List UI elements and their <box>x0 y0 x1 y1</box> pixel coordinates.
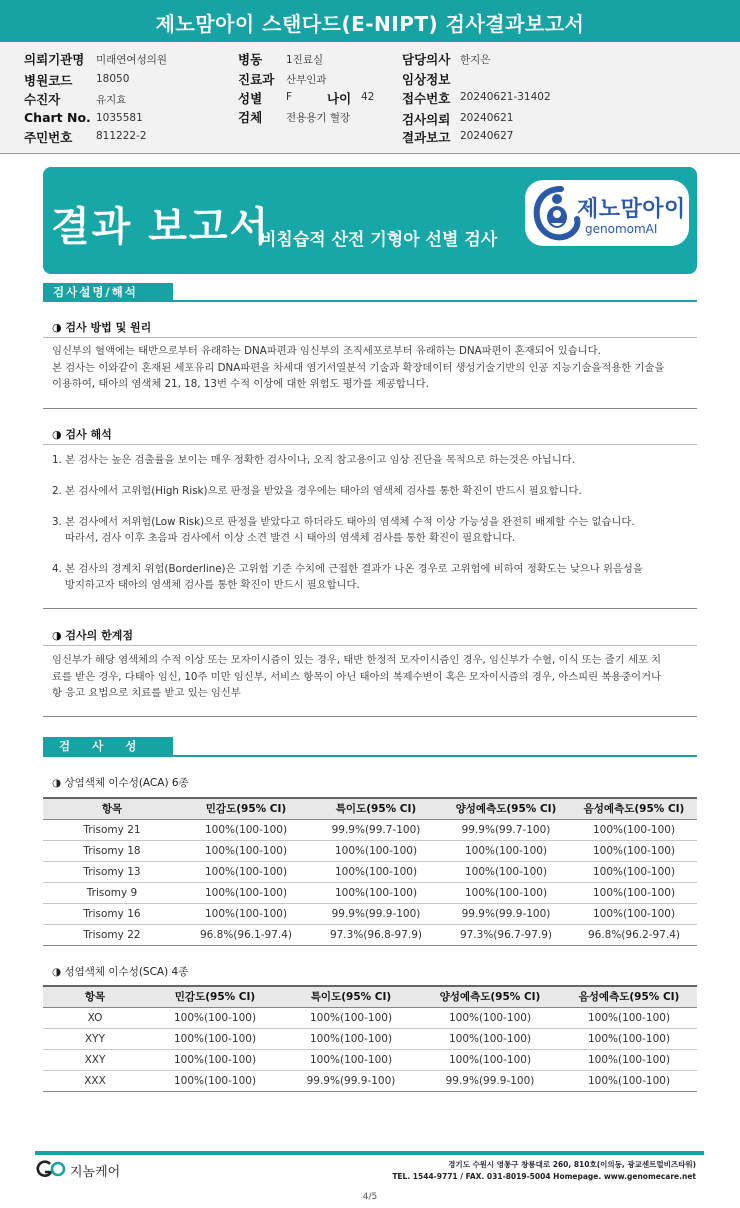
table-header-row <box>43 798 697 819</box>
column-header: 민감도(95% CI) <box>147 986 283 1007</box>
table-cell: 100%(100-100) <box>419 1007 561 1028</box>
table-cell: 100%(100-100) <box>181 861 311 882</box>
method-text <box>52 343 697 393</box>
column-header: 음성예측도(95% CI) <box>561 986 697 1007</box>
table-cell: Trisomy 16 <box>43 903 181 924</box>
method-line: 본 검사는 이와같이 혼재된 세포유리 DNA파편을 차세대 염기서열분석 기술과 확장데이터 생성기술기반의 인공 지능기술을적용한 기술을 <box>52 361 665 374</box>
table-row <box>43 924 697 945</box>
dept-value: 산부인과 <box>286 74 327 86</box>
method-heading: ◑ 검사 방법 및 원리 <box>52 321 152 334</box>
genomom-logo <box>525 180 689 246</box>
column-header: 양성예측도(95% CI) <box>441 798 571 819</box>
request-date-label: 검사의뢰 <box>402 112 451 127</box>
table-cell: 96.8%(96.1-97.4) <box>181 924 311 945</box>
table-row <box>43 1049 697 1070</box>
company-address <box>392 1159 696 1183</box>
company-name: 지놈케어 <box>70 1165 121 1180</box>
divider <box>43 608 697 609</box>
genomecare-mark-icon <box>36 1160 66 1178</box>
institution-value: 미래연여성의원 <box>96 54 168 66</box>
table-row <box>43 903 697 924</box>
ward-value: 1진료실 <box>286 54 324 66</box>
age-label: 나이 <box>327 91 352 106</box>
request-date-value: 20240621 <box>460 112 514 124</box>
table-cell: 100%(100-100) <box>419 1028 561 1049</box>
table-cell: 100%(100-100) <box>571 861 697 882</box>
section-divider <box>43 755 697 757</box>
column-header: 항목 <box>43 798 181 819</box>
chart-no-label: Chart No. <box>24 110 91 125</box>
interpretation-line: 2. 본 검사에서 고위험(High Risk)으로 판정을 받았을 경우에는 태아의 염색체 검사를 통한 확진이 반드시 필요합니다. <box>52 485 582 497</box>
table-cell: XXX <box>43 1070 147 1091</box>
method-line: 임신부의 혈액에는 태반으로부터 유래하는 DNA파편과 임신부의 조직세포로부터 유래하는 DNA파편이 혼재되어 있습니다. <box>52 345 601 357</box>
result-report-banner <box>43 167 697 274</box>
table-cell: Trisomy 21 <box>43 819 181 840</box>
patient-info-panel <box>0 42 740 154</box>
receipt-no-value: 20240621-31402 <box>460 91 551 103</box>
table-cell: 100%(100-100) <box>311 882 441 903</box>
institution-label: 의뢰기관명 <box>24 52 85 67</box>
hospital-code-value: 18050 <box>96 73 130 85</box>
section-divider <box>43 300 697 302</box>
interpretation-heading: ◑ 검사 해석 <box>52 428 112 441</box>
aca-performance-table <box>43 797 697 946</box>
table-cell: 100%(100-100) <box>283 1007 419 1028</box>
table-cell: 100%(100-100) <box>181 840 311 861</box>
resident-id-label: 주민번호 <box>24 130 73 145</box>
table-row <box>43 1070 697 1091</box>
column-header: 특이도(95% CI) <box>311 798 441 819</box>
aca-table-caption: ◑ 상염색체 이수성(ACA) 6종 <box>52 777 189 789</box>
specimen-label: 검체 <box>238 110 263 125</box>
table-cell: 99.9%(99.9-100) <box>441 903 571 924</box>
age-value: 42 <box>361 91 375 103</box>
collector-value: 유지효 <box>96 94 127 106</box>
chart-no-value: 1035581 <box>96 112 143 124</box>
divider <box>43 645 697 646</box>
table-cell: XYY <box>43 1028 147 1049</box>
table-cell: Trisomy 13 <box>43 861 181 882</box>
table-cell: 100%(100-100) <box>147 1070 283 1091</box>
doctor-label: 담당의사 <box>402 52 451 67</box>
column-header: 음성예측도(95% CI) <box>571 798 697 819</box>
table-cell: 100%(100-100) <box>441 882 571 903</box>
limits-heading: ◑ 검사의 한계점 <box>52 629 134 642</box>
table-cell: 100%(100-100) <box>571 882 697 903</box>
limits-line: 료를 받은 경우, 다태아 임신, 10주 미만 임신부, 서비스 항목이 아닌 태아의 복제수변이 혹은 모자이시즘의 경우, 아스피린 복용중이거나 <box>52 670 662 683</box>
divider <box>43 444 697 445</box>
section-header-explain: 검사설명/해석 <box>43 283 173 302</box>
table-row <box>43 882 697 903</box>
hospital-code-label: 병원코드 <box>24 73 73 88</box>
table-cell: 100%(100-100) <box>561 1049 697 1070</box>
table-cell: 100%(100-100) <box>419 1049 561 1070</box>
table-cell: 100%(100-100) <box>571 840 697 861</box>
table-cell: 100%(100-100) <box>147 1007 283 1028</box>
interpretation-item <box>52 561 697 593</box>
column-header: 양성예측도(95% CI) <box>419 986 561 1007</box>
specimen-value: 전용용기 혈장 <box>286 112 351 124</box>
table-cell: 100%(100-100) <box>181 882 311 903</box>
report-date-label: 결과보고 <box>402 130 451 145</box>
interpretation-line: 방지하고자 태아의 염색체 검사를 통한 확진이 반드시 필요합니다. <box>65 579 360 591</box>
table-row <box>43 861 697 882</box>
title-bar <box>0 0 740 42</box>
table-cell: 99.9%(99.7-100) <box>441 819 571 840</box>
banner-subtitle: 비침습적 산전 기형아 선별 검사 <box>260 230 498 250</box>
table-cell: 100%(100-100) <box>571 819 697 840</box>
interpretation-line: 1. 본 검사는 높은 검출률을 보이는 매우 정확한 검사이나, 오직 참고용이고 임상 진단을 목적으로 하는것은 아닙니다. <box>52 454 576 466</box>
table-cell: 100%(100-100) <box>147 1049 283 1070</box>
table-row <box>43 1007 697 1028</box>
table-cell: 100%(100-100) <box>571 903 697 924</box>
table-header-row <box>43 986 697 1007</box>
interpretation-item <box>52 483 697 499</box>
table-cell: 97.3%(96.8-97.9) <box>311 924 441 945</box>
sca-performance-table <box>43 985 697 1092</box>
table-cell: 100%(100-100) <box>181 819 311 840</box>
page-number: 4/5 <box>362 1192 378 1202</box>
table-cell: 100%(100-100) <box>283 1049 419 1070</box>
report-title: 제노맘아이 스탠다드(E-NIPT) 검사결과보고서 <box>155 12 585 36</box>
table-cell: 100%(100-100) <box>147 1028 283 1049</box>
interpretation-line: 4. 본 검사의 경계치 위험(Borderline)은 고위험 기준 수치에 근접한 결과가 나온 경우로 고위험에 비하여 정확도는 낮으나 위음성을 <box>52 563 643 575</box>
collector-label: 수진자 <box>24 92 61 107</box>
interpretation-line: 3. 본 검사에서 저위험(Low Risk)으로 판정을 받았다고 하더라도 태아의 염색체 수적 이상 가능성을 완전히 배제할 수는 없습니다. <box>52 516 635 528</box>
logo-english-text: genomomAI <box>585 222 658 236</box>
table-cell: 99.9%(99.9-100) <box>419 1070 561 1091</box>
interpretation-item <box>52 452 697 468</box>
clinical-info-label: 임상정보 <box>402 72 451 87</box>
address-line: 경기도 수원시 영통구 창룡대로 260, 810호(이의동, 광교센트럴비즈타워) <box>448 1160 696 1169</box>
limits-line: 항 응고 요법으로 치료를 받고 있는 임신부 <box>52 687 241 699</box>
banner-title: 결과 보고서 <box>51 204 271 250</box>
table-cell: 100%(100-100) <box>561 1007 697 1028</box>
table-cell: 100%(100-100) <box>561 1028 697 1049</box>
divider <box>43 408 697 409</box>
logo-korean-text: 제노맘아이 <box>577 197 686 222</box>
column-header: 민감도(95% CI) <box>181 798 311 819</box>
section-header-performance: 검 사 성 능 <box>43 737 173 756</box>
receipt-no-label: 접수번호 <box>402 91 451 106</box>
column-header: 특이도(95% CI) <box>283 986 419 1007</box>
table-row <box>43 819 697 840</box>
table-cell: Trisomy 22 <box>43 924 181 945</box>
table-cell: 100%(100-100) <box>311 840 441 861</box>
table-cell: 99.9%(99.9-100) <box>283 1070 419 1091</box>
column-header: 항목 <box>43 986 147 1007</box>
table-cell: 100%(100-100) <box>181 903 311 924</box>
table-cell: XO <box>43 1007 147 1028</box>
table-cell: Trisomy 18 <box>43 840 181 861</box>
table-cell: 99.9%(99.9-100) <box>311 903 441 924</box>
sex-value: F <box>286 91 293 103</box>
table-cell: Trisomy 9 <box>43 882 181 903</box>
contact-line: TEL. 1544-9771 / FAX. 031-8019-5004 Homepage. www.genomecare.net <box>392 1172 696 1181</box>
table-cell: 100%(100-100) <box>441 861 571 882</box>
footer-divider <box>35 1151 704 1155</box>
doctor-value: 한지은 <box>460 54 491 66</box>
sca-table-caption: ◑ 성염색체 이수성(SCA) 4종 <box>52 966 189 978</box>
table-cell: 96.8%(96.2-97.4) <box>571 924 697 945</box>
resident-id-value: 811222-2 <box>96 130 147 142</box>
method-line: 이용하여, 태아의 염색체 21, 18, 13번 수적 이상에 대한 위험도 평가를 제공합니다. <box>52 378 429 390</box>
report-date-value: 20240627 <box>460 130 514 142</box>
interpretation-item <box>52 514 697 546</box>
ward-label: 병동 <box>238 52 263 67</box>
table-cell: 100%(100-100) <box>311 861 441 882</box>
limits-text <box>52 652 697 702</box>
table-cell: 100%(100-100) <box>441 840 571 861</box>
table-cell: 99.9%(99.7-100) <box>311 819 441 840</box>
table-cell: 100%(100-100) <box>283 1028 419 1049</box>
table-row <box>43 1028 697 1049</box>
table-row <box>43 840 697 861</box>
genomecare-logo <box>36 1160 136 1180</box>
interpretation-line: 따라서, 검사 이후 초음파 검사에서 이상 소견 발견 시 태아의 염색체 검사를 통한 확진이 필요합니다. <box>65 532 516 544</box>
mother-baby-emblem-icon <box>533 185 583 241</box>
sex-label: 성별 <box>238 91 263 106</box>
divider <box>43 716 697 717</box>
table-cell: 97.3%(96.7-97.9) <box>441 924 571 945</box>
table-cell: 100%(100-100) <box>561 1070 697 1091</box>
limits-line: 임신부가 해당 염색체의 수적 이상 또는 모자이시즘이 있는 경우, 태반 한정적 모자이시즘인 경우, 임신부가 수혈, 이식 또는 줄기 세포 치 <box>52 654 662 666</box>
table-cell: XXY <box>43 1049 147 1070</box>
divider <box>43 337 697 338</box>
dept-label: 진료과 <box>238 72 275 87</box>
